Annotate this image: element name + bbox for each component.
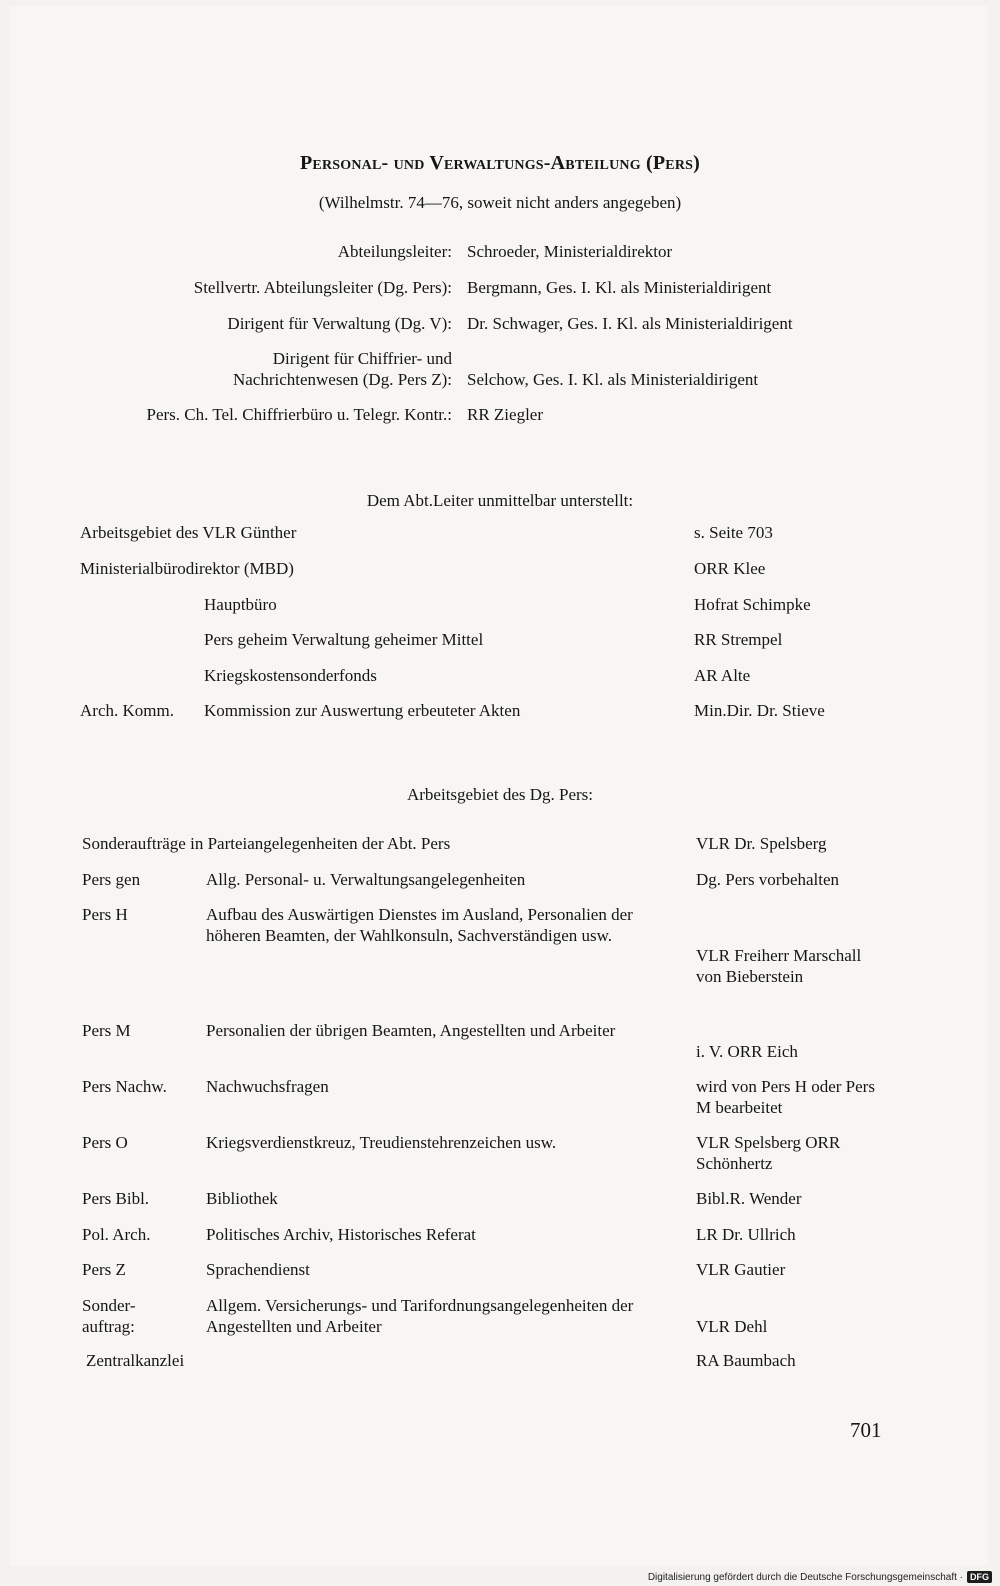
row-desc: Bibliothek: [206, 1189, 278, 1208]
row-desc: Sprachendienst: [206, 1260, 310, 1279]
row-code: Pers Z: [82, 1260, 126, 1279]
row-desc: Personalien der übrigen Beamten, Angestellten und Arbeiter: [206, 1021, 616, 1040]
leader-label-line2: Nachrichtenwesen (Dg. Pers Z):: [232, 370, 452, 389]
footer-text: Digitalisierung gefördert durch die Deutsche Forschungsgemeinschaft ·: [647, 1571, 963, 1583]
leader-label: Dirigent für Chiffrier- und: [272, 349, 452, 368]
leader-value: Bergmann, Ges. I. Kl. als Ministerialdirigent: [467, 278, 772, 297]
row-desc: Pers geheim Verwaltung geheimer Mittel: [204, 630, 484, 649]
section-heading: Arbeitsgebiet des Dg. Pers:: [406, 785, 594, 804]
row-person: ORR Klee: [694, 559, 766, 578]
row-person: RA Baumbach: [696, 1351, 796, 1370]
row-person: VLR Dehl: [696, 1317, 768, 1336]
row-code: Pol. Arch.: [82, 1225, 151, 1244]
leader-value: Dr. Schwager, Ges. I. Kl. als Ministerialdirigent: [467, 314, 793, 333]
row-person: RR Strempel: [694, 630, 783, 649]
leader-label: Pers. Ch. Tel. Chiffrierbüro u. Telegr. Kontr.:: [146, 405, 452, 424]
leader-value: RR Ziegler: [467, 405, 544, 424]
row-code: Sonderaufträge in Parteiangelegenheiten der Abt. Pers: [82, 834, 451, 853]
row-person: wird von Pers H oder Pers M bearbeitet: [696, 1077, 875, 1117]
row-desc: Kommission zur Auswertung erbeuteter Akten: [204, 701, 521, 720]
row-person: Dg. Pers vorbehalten: [696, 870, 840, 889]
section-heading: Dem Abt.Leiter unmittelbar unterstellt:: [366, 491, 634, 510]
row-person: Hofrat Schimpke: [694, 595, 811, 614]
row-desc: Nachwuchsfragen: [206, 1077, 329, 1096]
row-desc: Allg. Personal- u. Verwaltungsangelegenheiten: [206, 870, 526, 889]
row-person: s. Seite 703: [694, 523, 773, 542]
row-person: LR Dr. Ullrich: [696, 1225, 796, 1244]
row-person: AR Alte: [694, 666, 751, 685]
row-desc: Allgem. Versicherungs- und Tarifordnungsangelegenheiten der Angestellten und Arbeiter: [206, 1296, 634, 1336]
row-code: Arch. Komm.: [80, 701, 174, 720]
row-desc: Hauptbüro: [204, 595, 277, 614]
row-code: Pers O: [82, 1133, 128, 1152]
row-code: Sonder- auftrag:: [82, 1296, 136, 1336]
row-desc: Aufbau des Auswärtigen Dienstes im Ausland, Personalien der höheren Beamten, der Wahlkonsuln, Sachverständigen usw.: [206, 905, 633, 945]
row-code: Arbeitsgebiet des VLR Günther: [80, 523, 297, 542]
row-desc: Kriegsverdienstkreuz, Treudienstehrenzeichen usw.: [206, 1133, 557, 1152]
row-person: VLR Dr. Spelsberg: [696, 834, 827, 853]
row-person: Min.Dir. Dr. Stieve: [694, 701, 825, 720]
leader-value: Selchow, Ges. I. Kl. als Ministerialdirigent: [467, 370, 759, 389]
leader-value: Schroeder, Ministerialdirektor: [467, 242, 673, 261]
row-code: Pers gen: [82, 870, 141, 889]
page-number: 701: [850, 1418, 882, 1442]
row-code: Ministerialbürodirektor (MBD): [80, 559, 294, 578]
row-person: Bibl.R. Wender: [696, 1189, 802, 1208]
leader-label: Dirigent für Verwaltung (Dg. V):: [227, 314, 452, 333]
row-person: VLR Gautier: [696, 1260, 786, 1279]
row-person: VLR Freiherr Marschall von Bieberstein: [696, 946, 862, 986]
row-desc: Politisches Archiv, Historisches Referat: [206, 1225, 476, 1244]
leader-label: Stellvertr. Abteilungsleiter (Dg. Pers):: [193, 278, 452, 297]
row-person: VLR Spelsberg ORR Schönhertz: [696, 1133, 841, 1173]
row-code: Pers Nachw.: [82, 1077, 167, 1096]
footer: [648, 1571, 992, 1583]
row-desc: Kriegskostensonderfonds: [204, 666, 377, 685]
row-person: i. V. ORR Eich: [696, 1042, 798, 1061]
page-title: Personal- und Verwaltungs-Abteilung (Pers): [300, 152, 700, 174]
row-code: Pers H: [82, 905, 128, 924]
row-code: Pers M: [82, 1021, 131, 1040]
leader-label: Abteilungsleiter:: [337, 242, 452, 261]
dfg-logo: DFG: [967, 1571, 992, 1583]
page-subtitle: (Wilhelmstr. 74—76, soweit nicht anders angegeben): [318, 193, 682, 212]
row-code: Pers Bibl.: [82, 1189, 150, 1208]
row-code: Zentralkanzlei: [86, 1351, 185, 1370]
